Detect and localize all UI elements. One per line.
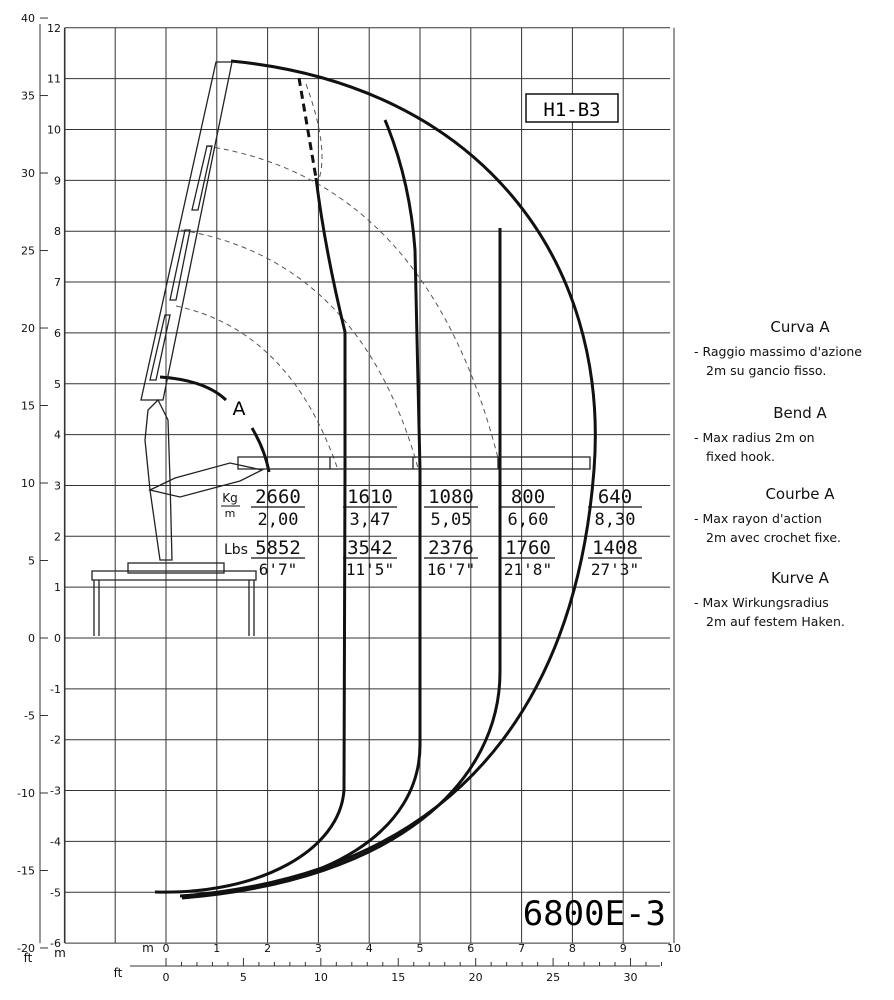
legend-courbe-a	[690, 485, 890, 547]
y-tick-ft-label: 0	[28, 632, 35, 645]
y-tick-ft-label: -10	[17, 786, 35, 800]
capacity-lbs: 1760	[505, 537, 551, 559]
y-tick-m-label: 2	[54, 530, 61, 544]
y-unit-ft: ft	[23, 951, 33, 965]
y-tick-ft-label: 30	[21, 167, 35, 181]
unit-kg-label: Kg	[222, 491, 238, 505]
legend-title: Curva A	[770, 318, 830, 336]
capacity-radius-m: 5,05	[430, 510, 472, 530]
unit-lbs-label: Lbs	[224, 542, 248, 558]
y-tick-ft-label: 20	[21, 322, 35, 336]
legend-line: 2m su gancio fisso.	[706, 363, 827, 378]
y-tick-m-label: -1	[50, 682, 61, 696]
working-envelopes	[155, 61, 595, 898]
x-tick-m-label: 4	[365, 942, 373, 955]
capacity-kg: 1610	[347, 486, 393, 508]
x-tick-m-label: 7	[518, 942, 526, 955]
x-tick-m-label: 6	[467, 942, 475, 955]
capacity-radius-ft: 21'8"	[503, 560, 553, 579]
capacity-radius-m: 6,60	[507, 510, 549, 530]
y-tick-m-label: 4	[54, 428, 61, 442]
legend-title: Bend A	[773, 404, 827, 422]
y-tick-m-label: 5	[54, 377, 61, 391]
envelope-3-47m	[155, 178, 345, 892]
model-label: 6800E-3	[522, 894, 666, 934]
boom-reach-arcs	[176, 84, 500, 470]
y-tick-m-label: 3	[54, 479, 61, 493]
y-tick-m-label: 11	[47, 72, 61, 86]
capacity-radius-ft: 6'7"	[258, 560, 298, 579]
y-tick-ft-label: -15	[17, 864, 35, 878]
x-tick-m-label: 9	[619, 942, 627, 955]
reach-arc	[176, 306, 338, 470]
capacity-radius-ft: 16'7"	[426, 560, 476, 579]
legend-line: - Raggio massimo d'azione	[694, 344, 862, 359]
unit-m-label: m	[224, 507, 236, 520]
x-tick-ft-label: 20	[468, 971, 483, 984]
x-tick-ft-label: 30	[623, 971, 638, 984]
crane-outrigger-legs	[94, 580, 254, 636]
curve-a-upper	[160, 377, 226, 400]
y-tick-m-label: 9	[54, 174, 61, 188]
capacity-lbs: 2376	[428, 537, 474, 559]
y-axis-ticks	[17, 12, 61, 955]
y-tick-m-label: 1	[54, 581, 61, 595]
capacity-radius-m: 3,47	[349, 510, 391, 530]
x-tick-m-label: 10	[667, 942, 681, 955]
reach-arc	[206, 146, 500, 466]
y-tick-m-label: -3	[50, 784, 61, 798]
y-tick-m-label: -4	[50, 835, 61, 849]
x-tick-m-label: 8	[568, 942, 576, 955]
x-tick-m-label: 3	[314, 942, 322, 955]
legend-curva-a	[690, 318, 890, 380]
legend-line: - Max Wirkungsradius	[694, 595, 829, 610]
y-tick-m-label: 0	[54, 632, 61, 645]
y-tick-ft-label: 25	[21, 244, 35, 258]
x-unit-m: m	[142, 941, 154, 955]
y-tick-ft-label: 15	[21, 399, 35, 413]
envelope-3-47m-dashed	[299, 78, 316, 178]
capacity-lbs: 3542	[347, 537, 393, 559]
x-tick-ft-label: 5	[239, 971, 247, 984]
x-axis-ticks	[24, 941, 681, 984]
x-tick-m-label: 1	[213, 942, 221, 955]
x-tick-m-label: 0	[162, 942, 170, 955]
y-tick-ft-label: 40	[21, 12, 35, 26]
x-tick-ft-label: 15	[391, 971, 406, 984]
capacity-radius-ft: 27'3"	[590, 560, 640, 579]
crane-extension-joints	[330, 457, 498, 469]
y-tick-m-label: 7	[54, 276, 61, 290]
y-tick-m-label: -6	[50, 937, 61, 951]
capacity-radius-m: 2,00	[257, 510, 299, 530]
legend-line: - Max radius 2m on	[694, 430, 815, 445]
legend-bend-a	[690, 404, 890, 466]
y-tick-m-label: -2	[50, 733, 61, 747]
legend-kurve-a	[690, 569, 890, 631]
configuration-label: H1-B3	[543, 99, 601, 121]
capacity-kg: 800	[510, 486, 546, 508]
configuration-box	[526, 94, 618, 122]
capacity-kg: 1080	[428, 486, 474, 508]
capacity-kg: 2660	[255, 486, 301, 508]
y-tick-ft-label: 10	[21, 477, 35, 491]
legend-line: 2m avec crochet fixe.	[706, 530, 841, 545]
crane-extension-arm	[238, 457, 590, 469]
legend-line: 2m auf festem Haken.	[706, 614, 845, 629]
y-tick-ft-label: 35	[21, 89, 35, 103]
curve-a-label: A	[232, 398, 246, 420]
legend-line: fixed hook.	[706, 449, 775, 464]
x-tick-ft-label: 25	[546, 971, 561, 984]
legend-line: - Max rayon d'action	[694, 511, 822, 526]
legend-title: Courbe A	[765, 485, 835, 503]
y-unit-m: m	[54, 946, 66, 960]
y-tick-m-label: 6	[54, 326, 61, 340]
y-tick-ft-label: 5	[28, 554, 35, 568]
crane-inner-boom	[150, 463, 262, 497]
y-tick-ft-label: -20	[17, 941, 35, 955]
y-tick-m-label: 10	[47, 123, 61, 137]
x-tick-m-label: 2	[264, 942, 272, 955]
x-tick-ft-label: 10	[313, 971, 328, 984]
crane-base-beam	[92, 571, 256, 580]
y-tick-ft-label: -5	[24, 709, 35, 723]
x-tick-ft-label: 0	[162, 971, 170, 984]
legend-title: Kurve A	[771, 569, 829, 587]
crane-boom-sections	[150, 146, 212, 380]
capacity-lbs: 1408	[592, 537, 638, 559]
x-unit-ft: ft	[113, 966, 123, 980]
capacity-radius-m: 8,30	[594, 510, 636, 530]
y-tick-m-label: -5	[50, 886, 61, 900]
capacity-lbs: 5852	[255, 537, 301, 559]
y-tick-m-label: 8	[54, 225, 61, 239]
capacity-kg: 640	[597, 486, 633, 508]
capacity-radius-ft: 11'5"	[345, 560, 395, 579]
x-tick-m-label: 5	[416, 942, 424, 955]
envelope-5-05m	[180, 120, 420, 896]
y-tick-m-label: 12	[47, 21, 61, 35]
